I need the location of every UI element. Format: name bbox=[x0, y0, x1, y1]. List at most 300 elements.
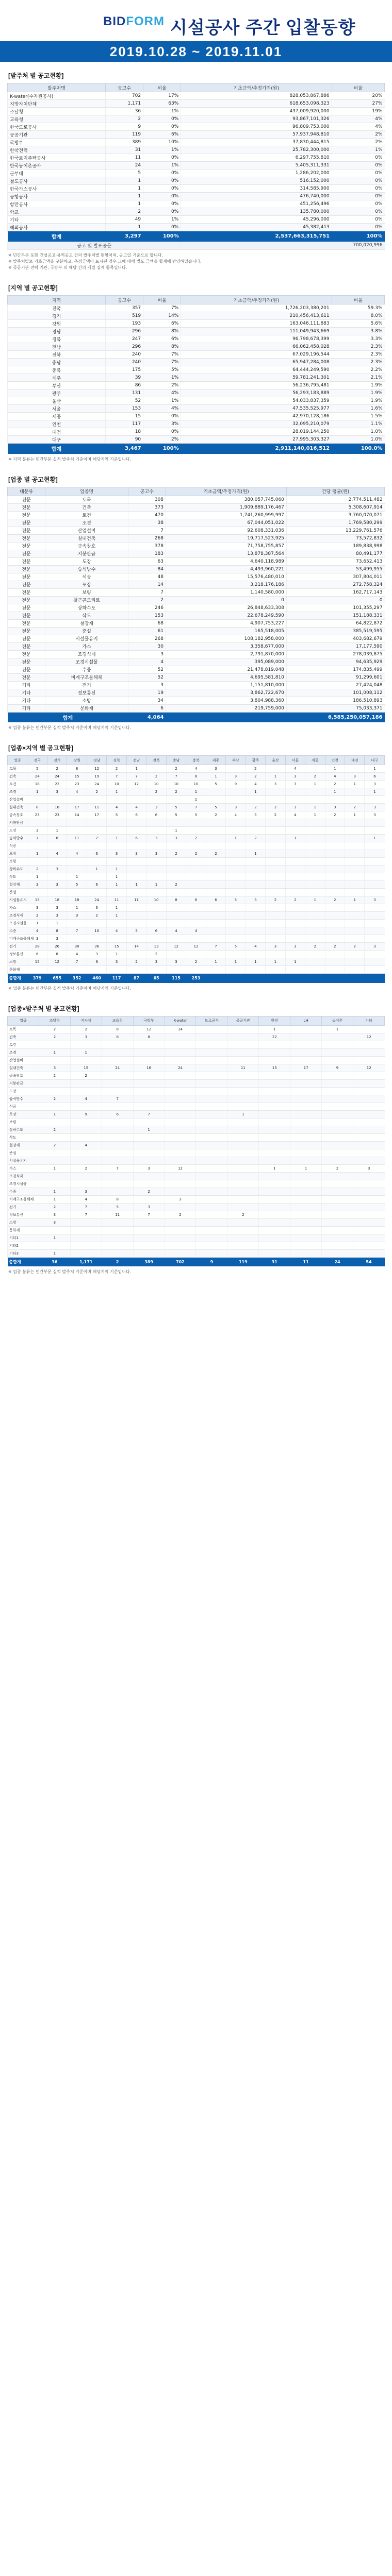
matrix-cell bbox=[102, 1079, 133, 1087]
matrix-cell bbox=[246, 889, 265, 896]
matrix-total-cell: 117 bbox=[107, 974, 126, 983]
matrix-cell: 24 bbox=[165, 1064, 196, 1072]
matrix-row bbox=[8, 765, 385, 773]
total-cell: 100% bbox=[143, 444, 181, 454]
matrix-cell bbox=[186, 842, 206, 850]
total-cell: 2,911,140,016,512 bbox=[181, 444, 332, 454]
matrix-cell bbox=[70, 1103, 102, 1110]
table-cell: 59.3% bbox=[332, 304, 384, 312]
matrix-cell bbox=[285, 912, 305, 920]
matrix-cell bbox=[345, 819, 364, 827]
matrix-row bbox=[8, 1211, 385, 1218]
table-row bbox=[8, 519, 385, 527]
table-cell: 문화재 bbox=[45, 704, 128, 712]
table-cell: 철도공사 bbox=[8, 177, 106, 185]
matrix-cell bbox=[290, 1249, 322, 1257]
table-cell: 1,741,260,999,997 bbox=[166, 511, 287, 519]
matrix-cell bbox=[196, 1180, 227, 1188]
matrix-cell bbox=[67, 920, 87, 927]
matrix-cell bbox=[353, 1211, 384, 1218]
matrix-cell bbox=[186, 819, 206, 827]
matrix-cell: 2 bbox=[146, 788, 166, 796]
table-cell: 0% bbox=[332, 185, 384, 193]
matrix-cell bbox=[206, 881, 225, 889]
matrix-cell bbox=[126, 827, 146, 835]
matrix-cell bbox=[246, 951, 265, 958]
matrix-cell bbox=[259, 1249, 290, 1257]
matrix-cell: 1 bbox=[305, 896, 325, 904]
matrix-cell: 7 bbox=[133, 1211, 165, 1218]
matrix-cell bbox=[325, 927, 345, 935]
matrix-cell bbox=[102, 1226, 133, 1234]
table-cell: 4% bbox=[143, 389, 181, 397]
matrix-cell bbox=[290, 1110, 322, 1118]
matrix-cell: 8 bbox=[166, 896, 186, 904]
matrix-cell: 2 bbox=[39, 1203, 70, 1211]
m1-header-row bbox=[8, 756, 385, 765]
table-cell: 토건 bbox=[45, 511, 128, 519]
matrix-cell: 8 bbox=[102, 1025, 133, 1033]
matrix-cell bbox=[259, 1110, 290, 1118]
matrix-cell: 14 bbox=[126, 943, 146, 951]
table-cell: 0% bbox=[143, 413, 181, 420]
brand-main: BID bbox=[103, 14, 126, 28]
industry-table bbox=[7, 487, 385, 723]
matrix-cell bbox=[353, 1172, 384, 1180]
industry-agency-section-title: [업종×발주처 별 공고현황] bbox=[8, 1005, 79, 1012]
table-cell: 307,804,011 bbox=[286, 573, 384, 581]
matrix-cell bbox=[133, 1118, 165, 1126]
industry-column-header: 건당 평균(원) bbox=[286, 487, 384, 496]
matrix-cell: 3 bbox=[146, 958, 166, 966]
table-cell: 0% bbox=[143, 208, 181, 216]
matrix-cell bbox=[345, 912, 364, 920]
table-cell: 3,760,070,071 bbox=[286, 511, 384, 519]
matrix-cell bbox=[353, 1103, 384, 1110]
matrix-total-cell: 119 bbox=[227, 1257, 259, 1266]
matrix-cell bbox=[290, 1242, 322, 1249]
matrix-cell bbox=[227, 1072, 259, 1079]
matrix-row-label: 습식방수 bbox=[8, 1095, 39, 1103]
table-cell: 3,804,988,360 bbox=[166, 697, 287, 704]
matrix-cell bbox=[70, 1249, 102, 1257]
table-cell: 380,057,745,060 bbox=[166, 496, 287, 503]
total-cell: 4,064 bbox=[128, 712, 166, 722]
agency-section bbox=[0, 62, 392, 274]
table-cell: 한국토지주택공사 bbox=[8, 154, 106, 162]
table-cell: 1.6% bbox=[332, 405, 384, 413]
matrix-cell: 1 bbox=[39, 1164, 70, 1172]
matrix-cell bbox=[290, 1234, 322, 1242]
matrix-cell bbox=[196, 1164, 227, 1172]
matrix-cell bbox=[87, 842, 106, 850]
matrix-cell bbox=[305, 788, 325, 796]
matrix-row bbox=[8, 819, 385, 827]
matrix-cell: 3 bbox=[133, 1203, 165, 1211]
matrix-cell bbox=[39, 1149, 70, 1157]
agency-notes bbox=[8, 252, 384, 271]
matrix-cell bbox=[322, 1157, 353, 1164]
matrix-cell: 1 bbox=[186, 796, 206, 804]
table-cell: 1% bbox=[143, 374, 181, 382]
matrix-cell: 3 bbox=[39, 1211, 70, 1218]
matrix-cell bbox=[345, 873, 364, 881]
matrix-cell bbox=[87, 858, 106, 866]
matrix-cell bbox=[325, 966, 345, 974]
table-cell: 210,456,413,611 bbox=[181, 312, 332, 320]
matrix-cell bbox=[166, 912, 186, 920]
table-row bbox=[8, 596, 385, 604]
matrix-total-cell bbox=[246, 974, 265, 983]
matrix-cell: 8 bbox=[102, 1195, 133, 1203]
table-row bbox=[8, 550, 385, 557]
matrix-cell: 11 bbox=[67, 835, 87, 842]
matrix-row bbox=[8, 1218, 385, 1226]
table-cell: 3 bbox=[128, 681, 166, 689]
matrix-total-row bbox=[8, 1257, 385, 1266]
table-cell: 습식방수 bbox=[45, 565, 128, 573]
matrix-cell bbox=[126, 796, 146, 804]
matrix-column-header: 광주 bbox=[246, 756, 265, 765]
matrix-cell bbox=[126, 904, 146, 912]
matrix-column-header: 대구 bbox=[365, 756, 385, 765]
matrix-cell bbox=[353, 1041, 384, 1048]
matrix-row-label: 조경시설물 bbox=[8, 1180, 39, 1188]
matrix-total-cell: 253 bbox=[186, 974, 206, 983]
table-cell: 189,838,998 bbox=[286, 542, 384, 550]
table-row bbox=[8, 397, 385, 405]
table-cell: 101,008,112 bbox=[286, 689, 384, 697]
matrix-cell bbox=[290, 1141, 322, 1149]
matrix-cell bbox=[39, 1087, 70, 1095]
matrix-cell: 3 bbox=[365, 943, 385, 951]
matrix-cell bbox=[246, 866, 265, 873]
table-cell: 80,491,177 bbox=[286, 550, 384, 557]
table-cell: 7 bbox=[128, 588, 166, 596]
matrix-cell bbox=[322, 1126, 353, 1133]
matrix-cell bbox=[353, 1249, 384, 1257]
matrix-cell: 24 bbox=[87, 896, 106, 904]
table-cell: 2.3% bbox=[332, 351, 384, 359]
table-cell: 14 bbox=[128, 581, 166, 588]
matrix-cell bbox=[285, 873, 305, 881]
table-cell: 군부대 bbox=[8, 170, 106, 177]
matrix-cell bbox=[166, 819, 186, 827]
matrix-cell: 1 bbox=[107, 873, 126, 881]
matrix-cell bbox=[165, 1218, 196, 1226]
matrix-cell: 5 bbox=[166, 804, 186, 811]
matrix-cell bbox=[227, 1141, 259, 1149]
matrix-cell: 1 bbox=[266, 958, 285, 966]
matrix-cell: 15 bbox=[70, 1064, 102, 1072]
table-cell: 64,444,249,590 bbox=[181, 366, 332, 374]
matrix-cell: 3 bbox=[87, 904, 106, 912]
matrix-row bbox=[8, 1141, 385, 1149]
matrix-cell bbox=[353, 1126, 384, 1133]
matrix-cell bbox=[102, 1118, 133, 1126]
matrix-cell bbox=[133, 1218, 165, 1226]
matrix-cell bbox=[353, 1048, 384, 1056]
matrix-cell bbox=[206, 858, 225, 866]
table-row bbox=[8, 389, 385, 397]
matrix-cell: 3 bbox=[39, 1064, 70, 1072]
matrix-cell bbox=[246, 904, 265, 912]
matrix-cell bbox=[126, 889, 146, 896]
matrix-cell bbox=[227, 1056, 259, 1064]
matrix-cell: 3 bbox=[365, 811, 385, 819]
table-cell: 153 bbox=[106, 405, 143, 413]
matrix-cell bbox=[365, 858, 385, 866]
matrix-cell bbox=[259, 1048, 290, 1056]
table-cell: 전문 bbox=[8, 635, 45, 642]
matrix-row-label: 수중 bbox=[8, 1188, 39, 1195]
matrix-cell bbox=[165, 1180, 196, 1188]
matrix-cell: 2 bbox=[322, 1164, 353, 1172]
matrix-cell bbox=[133, 1234, 165, 1242]
matrix-column-header: 공공기관 bbox=[227, 1016, 259, 1025]
matrix-total-cell: 65 bbox=[146, 974, 166, 983]
matrix-cell bbox=[206, 796, 225, 804]
matrix-cell: 2 bbox=[133, 1188, 165, 1195]
matrix-cell bbox=[165, 1133, 196, 1141]
matrix-cell: 10 bbox=[166, 781, 186, 788]
matrix-cell bbox=[133, 1141, 165, 1149]
matrix-cell bbox=[196, 1079, 227, 1087]
table-row bbox=[8, 581, 385, 588]
matrix-cell bbox=[133, 1041, 165, 1048]
matrix-cell bbox=[146, 966, 166, 974]
matrix-row-label: 상하수도 bbox=[8, 1126, 39, 1133]
table-cell: 828,053,867,886 bbox=[181, 92, 332, 100]
table-cell: 울산 bbox=[8, 397, 106, 405]
matrix-cell bbox=[146, 827, 166, 835]
matrix-cell bbox=[186, 912, 206, 920]
agency-column-header: 발주처명 bbox=[8, 83, 106, 92]
matrix-row bbox=[8, 781, 385, 788]
matrix-row bbox=[8, 935, 385, 943]
table-cell: 인천 bbox=[8, 420, 106, 428]
matrix-cell bbox=[166, 873, 186, 881]
matrix-cell: 1 bbox=[67, 904, 87, 912]
matrix-cell: 22 bbox=[47, 781, 67, 788]
matrix-row-label: 소방 bbox=[8, 958, 27, 966]
matrix-cell bbox=[266, 788, 285, 796]
matrix-row-label: 문화재 bbox=[8, 966, 27, 974]
matrix-row-label: 비계구조물해체 bbox=[8, 1195, 39, 1203]
matrix-column-header: 전국 bbox=[27, 756, 47, 765]
matrix-column-header: 인천 bbox=[325, 756, 345, 765]
matrix-cell bbox=[165, 1234, 196, 1242]
matrix-cell: 1 bbox=[27, 788, 47, 796]
matrix-cell bbox=[39, 1133, 70, 1141]
table-row bbox=[8, 100, 385, 108]
table-cell: 63 bbox=[128, 557, 166, 565]
matrix-row-label: 철강재 bbox=[8, 881, 27, 889]
matrix-cell: 6 bbox=[186, 896, 206, 904]
matrix-row bbox=[8, 912, 385, 920]
matrix-cell bbox=[365, 850, 385, 858]
matrix-total-cell: 702 bbox=[165, 1257, 196, 1266]
matrix-row-label: 조경식재 bbox=[8, 1172, 39, 1180]
matrix-row bbox=[8, 1195, 385, 1203]
matrix-cell bbox=[39, 1226, 70, 1234]
table-row bbox=[8, 635, 385, 642]
table-cell: 1,726,203,380,201 bbox=[181, 304, 332, 312]
matrix-cell: 1 bbox=[226, 835, 246, 842]
matrix-cell bbox=[290, 1180, 322, 1188]
table-cell: 삭도 bbox=[45, 612, 128, 619]
matrix-cell bbox=[102, 1172, 133, 1180]
table-cell: 조경 bbox=[45, 519, 128, 527]
matrix-cell: 1 bbox=[27, 920, 47, 927]
matrix-cell bbox=[126, 788, 146, 796]
matrix-cell bbox=[226, 889, 246, 896]
matrix-corner-header: 업종 bbox=[8, 1016, 39, 1025]
matrix-cell: 1 bbox=[126, 881, 146, 889]
matrix-cell bbox=[305, 912, 325, 920]
table-cell: 0% bbox=[143, 115, 181, 123]
matrix-cell: 3 bbox=[133, 1164, 165, 1172]
matrix-cell: 7 bbox=[67, 927, 87, 935]
matrix-cell bbox=[226, 858, 246, 866]
matrix-cell bbox=[365, 873, 385, 881]
matrix-cell bbox=[325, 835, 345, 842]
matrix-cell: 3 bbox=[285, 781, 305, 788]
matrix-row bbox=[8, 1056, 385, 1064]
matrix-row-label: 석공 bbox=[8, 842, 27, 850]
matrix-row bbox=[8, 896, 385, 904]
matrix-cell bbox=[353, 1195, 384, 1203]
matrix-cell: 17 bbox=[67, 804, 87, 811]
matrix-cell bbox=[87, 935, 106, 943]
matrix-cell bbox=[345, 881, 364, 889]
matrix-column-header: 경북 bbox=[107, 756, 126, 765]
matrix-cell: 10 bbox=[87, 927, 106, 935]
matrix-cell bbox=[87, 796, 106, 804]
table-cell: 14% bbox=[143, 312, 181, 320]
matrix-cell: 7 bbox=[102, 1164, 133, 1172]
matrix-cell bbox=[70, 1126, 102, 1133]
matrix-cell bbox=[353, 1141, 384, 1149]
matrix-row-label: 포장 bbox=[8, 1110, 39, 1118]
matrix-cell bbox=[186, 951, 206, 958]
matrix-cell bbox=[227, 1033, 259, 1041]
matrix-cell: 3 bbox=[70, 1188, 102, 1195]
table-cell: K-water(수자원공사) bbox=[8, 92, 106, 100]
region-section bbox=[0, 274, 392, 466]
table-row bbox=[8, 681, 385, 689]
matrix-cell: 6 bbox=[87, 881, 106, 889]
matrix-cell bbox=[226, 827, 246, 835]
table-cell: 0% bbox=[143, 224, 181, 231]
table-cell: 1% bbox=[332, 146, 384, 154]
table-cell: 75,033,371 bbox=[286, 704, 384, 712]
matrix-cell bbox=[67, 889, 87, 896]
agency-column-header: 비율 bbox=[332, 83, 384, 92]
matrix-cell bbox=[266, 796, 285, 804]
table-cell: 정보통신 bbox=[45, 689, 128, 697]
matrix-cell bbox=[325, 920, 345, 927]
table-row bbox=[8, 320, 385, 328]
matrix-cell: 14 bbox=[67, 811, 87, 819]
matrix-cell: 15 bbox=[259, 1064, 290, 1072]
brand-logo bbox=[103, 14, 165, 29]
matrix-cell: 12 bbox=[186, 943, 206, 951]
matrix-cell: 7 bbox=[70, 1211, 102, 1218]
table-cell: 186,510,893 bbox=[286, 697, 384, 704]
table-cell: 대구 bbox=[8, 436, 106, 444]
matrix-cell bbox=[266, 920, 285, 927]
table-cell: 2 bbox=[106, 115, 143, 123]
matrix-row bbox=[8, 788, 385, 796]
matrix-row-label: 토건 bbox=[8, 1041, 39, 1048]
matrix-cell bbox=[322, 1234, 353, 1242]
matrix-cell bbox=[39, 1172, 70, 1180]
matrix-cell bbox=[246, 912, 265, 920]
matrix-row-label: 상하수도 bbox=[8, 866, 27, 873]
matrix-cell: 1 bbox=[107, 904, 126, 912]
table-cell: 전남 bbox=[8, 343, 106, 351]
table-cell: 0% bbox=[143, 154, 181, 162]
matrix-cell bbox=[67, 819, 87, 827]
matrix-row bbox=[8, 1226, 385, 1234]
matrix-column-header: LH bbox=[290, 1016, 322, 1025]
matrix-cell: 3 bbox=[27, 935, 47, 943]
matrix-cell: 1 bbox=[107, 866, 126, 873]
matrix-cell: 10 bbox=[146, 781, 166, 788]
matrix-column-header: 경기 bbox=[47, 756, 67, 765]
matrix-cell: 23 bbox=[47, 811, 67, 819]
matrix-cell: 1 bbox=[47, 920, 67, 927]
matrix-cell: 1 bbox=[107, 951, 126, 958]
matrix-row-label: 조경 bbox=[8, 788, 27, 796]
page-title: 시설공사 주간 입찰동향 bbox=[170, 18, 356, 38]
matrix-cell: 23 bbox=[27, 811, 47, 819]
matrix-row bbox=[8, 1103, 385, 1110]
matrix-cell bbox=[196, 1103, 227, 1110]
matrix-cell bbox=[259, 1087, 290, 1095]
matrix-cell: 2 bbox=[186, 958, 206, 966]
table-cell: 대전 bbox=[8, 428, 106, 436]
matrix-cell: 1 bbox=[47, 827, 67, 835]
agency-column-header: 공고수 bbox=[106, 83, 143, 92]
table-cell: 석공 bbox=[45, 573, 128, 581]
matrix-cell: 5 bbox=[67, 881, 87, 889]
matrix-row bbox=[8, 958, 385, 966]
table-cell: 강원 bbox=[8, 320, 106, 328]
matrix-total-cell: 379 bbox=[27, 974, 47, 983]
matrix-cell: 3 bbox=[107, 850, 126, 858]
matrix-row bbox=[8, 1095, 385, 1103]
table-cell: 4% bbox=[332, 115, 384, 123]
matrix-row bbox=[8, 1048, 385, 1056]
matrix-cell: 18 bbox=[47, 804, 67, 811]
matrix-cell bbox=[165, 1172, 196, 1180]
matrix-cell bbox=[259, 1149, 290, 1157]
matrix-cell: 3 bbox=[365, 804, 385, 811]
matrix-row-label: 실내건축 bbox=[8, 1064, 39, 1072]
matrix-column-header: 강원 bbox=[67, 756, 87, 765]
region-header-row bbox=[8, 296, 385, 304]
table-cell: 1 bbox=[106, 200, 143, 208]
table-cell: 충남 bbox=[8, 359, 106, 366]
table-row bbox=[8, 413, 385, 420]
matrix-column-header: 대전 bbox=[345, 756, 364, 765]
table-row bbox=[8, 224, 385, 231]
table-row bbox=[8, 200, 385, 208]
period-banner: 2019.10.28 ~ 2019.11.01 bbox=[0, 41, 392, 62]
table-cell: 519 bbox=[106, 312, 143, 320]
